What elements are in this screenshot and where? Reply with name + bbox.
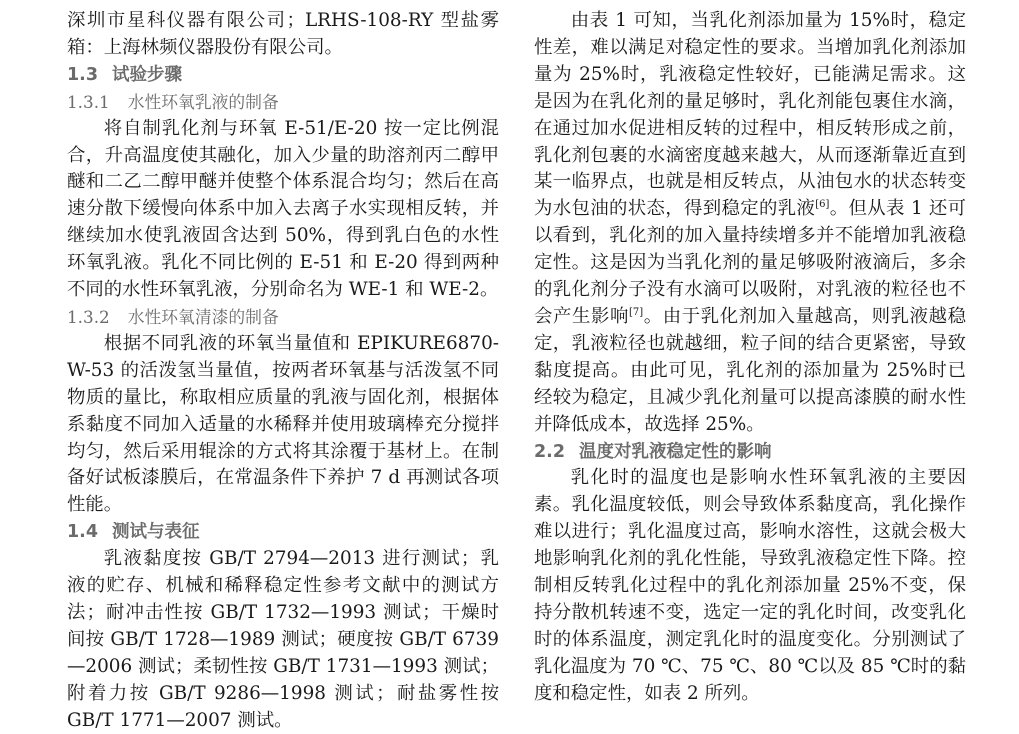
- paragraph-materials-tail: 深圳市星科仪器有限公司；LRHS-108-RY 型盐雾箱：上海林频仪器股份有限公司。: [67, 10, 499, 58]
- discussion-part-2: 。但从表 1 还可以看到，乳化剂的加入量持续增多并不能增加乳液稳定性。这是因为当乳化剂的量足够吸附液滴后，多余的乳化剂分子没有水滴可以吸附，对乳液的粒径也不会产生影响: [534, 198, 966, 327]
- heading-2-2-title: 温度对乳液稳定性的影响: [579, 441, 772, 462]
- paragraph-testing-methods: 乳液黏度按 GB/T 2794—2013 进行测试；乳液的贮存、机械和稀释稳定性参考文献中的测试方法；耐冲击性按 GB/T 1732—1993 测试；干燥时间按 GB/T 1728—1989 测试；硬度按 GB/T 6739—2006 测试；柔韧性按 GB/T 1731—1993 测试；附着力按 GB/T 9286—1998 测试；耐盐雾性按 GB/T 1771—2007 测试。: [67, 548, 499, 731]
- paragraph-varnish-preparation: 根据不同乳液的环氧当量值和 EPIKURE6870-W-53 的活泼氢当量值，按两者环氧基与活泼氢不同物质的量比，称取相应质量的乳液与固化剂，根据体系黏度不同加入适量的水稀释并使用玻璃棒充分搅拌均匀，然后采用辊涂的方式将其涂覆于基材上。在制备好试板漆膜后，在常温条件下养护 7 d 再测试各项性能。: [67, 332, 499, 516]
- citation-6[interactable]: [6]: [815, 199, 830, 211]
- left-column: [67, 8, 499, 734]
- heading-1-4-title: 测试与表征: [112, 522, 200, 543]
- heading-1-3-2-title: 水性环氧清漆的制备: [127, 306, 279, 327]
- heading-2-2: [534, 439, 966, 466]
- citation-7[interactable]: [7]: [628, 306, 644, 318]
- heading-2-2-number: 2.2: [534, 441, 566, 462]
- heading-1-4-number: 1.4: [67, 522, 99, 543]
- heading-1-3-1-number: 1.3.1: [67, 91, 110, 112]
- paragraph-temperature-effect: 乳化时的温度也是影响水性环氧乳液的主要因素。乳化温度较低，则会导致体系黏度高，乳化操作难以进行；乳化温度过高，影响水溶性，这就会极大地影响乳化剂的乳化性能，导致乳液稳定性下降。控制相反转乳化过程中的乳化剂添加量 25%不变，保持分散机转速不变，选定一定的乳化时间，改变乳化时的体系温度，测定乳化时的温度变化。分别测试了乳化温度为 70 ℃、75 ℃、80 ℃以及 85 ℃时的黏度和稳定性，如表 2 所列。: [534, 467, 966, 704]
- heading-1-3-1-title: 水性环氧乳液的制备: [127, 91, 279, 112]
- paragraph-emulsion-preparation: 将自制乳化剂与环氧 E-51/E-20 按一定比例混合，升高温度使其融化，加入少量的助溶剂丙二醇甲醚和二乙二醇甲醚并使整个体系混合均匀；然后在高速分散下缓慢向体系中加入去离子水实现相反转，并继续加水使乳液固含达到 50%，得到乳白色的水性环氧乳液。乳化不同比例的 E-51 和 E-20 得到两种不同的水性环氧乳液，分别命名为 WE-1 和 WE-2。: [67, 117, 499, 301]
- discussion-part-1: 由表 1 可知，当乳化剂添加量为 15%时，稳定性差，难以满足对稳定性的要求。当增加乳化剂添加量为 25%时，乳液稳定性较好，已能满足需求。这是因为在乳化剂的量足够时，乳化剂能包裹住水滴，在通过加水促进相反转的过程中，相反转形成之前，乳化剂包裹的水滴密度越来越大，从而逐渐靠近直到某一临界点，也就是相反转点，从油包水的状态转变为水包油的状态，得到稳定的乳液: [534, 10, 966, 220]
- heading-1-3-title: 试验步骤: [112, 64, 183, 85]
- right-column: [534, 8, 966, 708]
- paragraph-emulsifier-discussion: [534, 8, 966, 439]
- discussion-part-3: 。由于乳化剂加入量越高，则乳液越稳定，乳液粒径也就越细，粒子间的结合更紧密，导致黏度提高。由此可见，乳化剂的添加量为 25%时已经较为稳定，且减少乳化剂量可以提高漆膜的耐水性并降低成本，故选择 25%。: [534, 305, 966, 435]
- heading-1-3-number: 1.3: [67, 64, 99, 85]
- heading-1-3: [67, 62, 499, 89]
- heading-1-3-2-number: 1.3.2: [67, 306, 110, 327]
- heading-1-3-1: [67, 89, 499, 116]
- heading-1-4: [67, 519, 499, 546]
- heading-1-3-2: [67, 304, 499, 331]
